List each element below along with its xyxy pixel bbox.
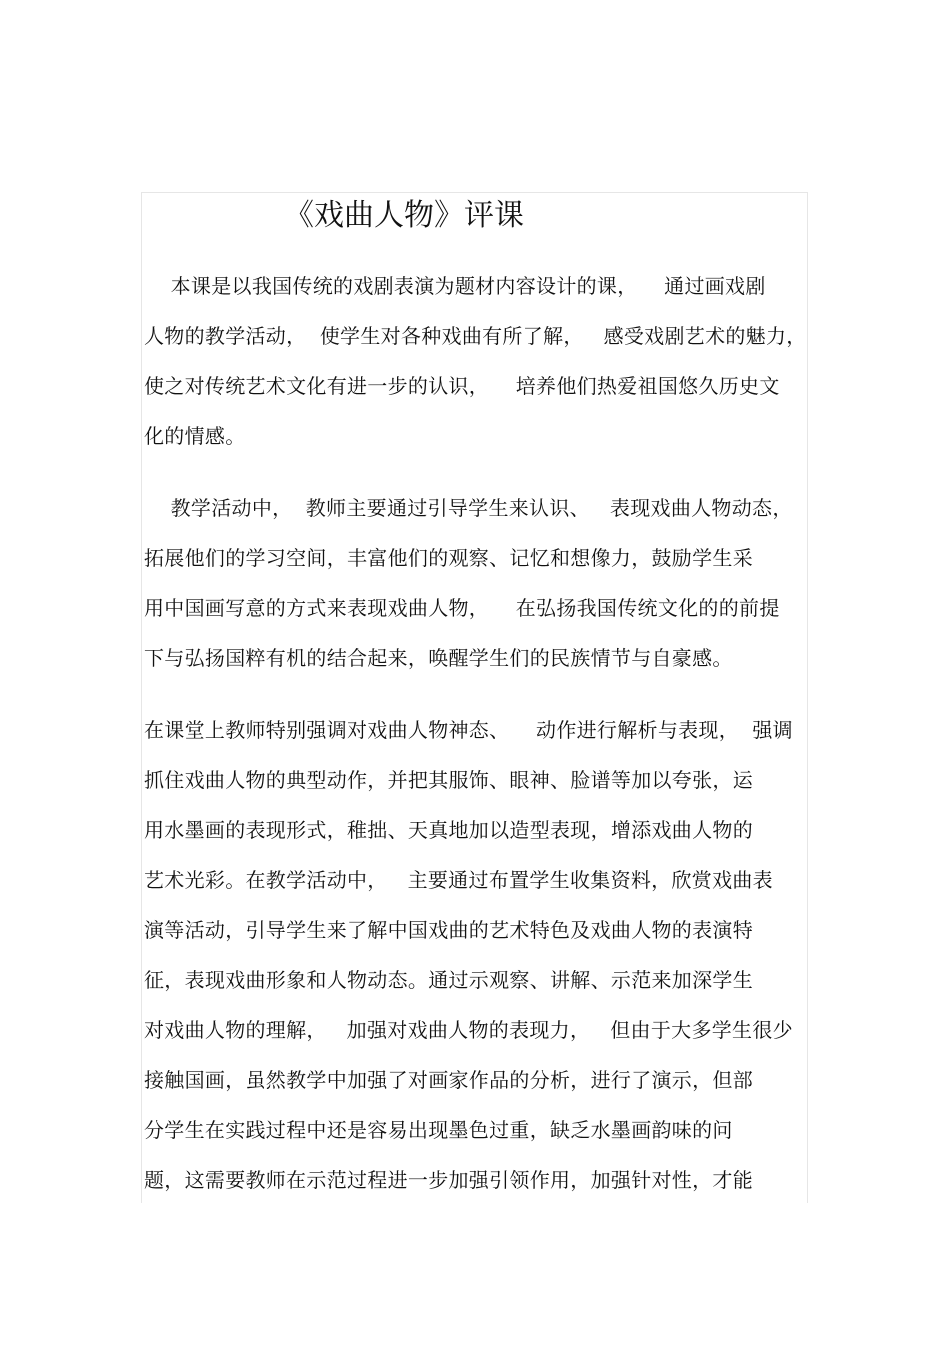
paragraph-2-line-1: 教学活动中， 教师主要通过引导学生来认识、 表现戏曲人物动态， bbox=[144, 496, 793, 520]
paragraph-2-line-3: 用中国画写意的方式来表现戏曲人物， 在弘扬我国传统文化的的前提 bbox=[144, 596, 780, 620]
paragraph-1-line-2: 人物的教学活动， 使学生对各种戏曲有所了解， 感受戏剧艺术的魅力， bbox=[144, 324, 807, 348]
paragraph-2-line-2: 拓展他们的学习空间，丰富他们的观察、记忆和想像力，鼓励学生采 bbox=[144, 546, 753, 570]
paragraph-3-line-6: 征，表现戏曲形象和人物动态。通过示观察、讲解、示范来加深学生 bbox=[144, 968, 753, 992]
paragraph-1-line-1: 本课是以我国传统的戏剧表演为题材内容设计的课， 通过画戏剧 bbox=[144, 274, 766, 298]
paragraph-1-line-3: 使之对传统艺术文化有进一步的认识， 培养他们热爱祖国悠久历史文 bbox=[144, 374, 780, 398]
paragraph-3-line-5: 演等活动，引导学生来了解中国戏曲的艺术特色及戏曲人物的表演特 bbox=[144, 918, 753, 942]
paragraph-1-line-4: 化的情感。 bbox=[144, 424, 246, 448]
paragraph-3-line-9: 分学生在实践过程中还是容易出现墨色过重，缺乏水墨画韵味的问 bbox=[144, 1118, 733, 1142]
paragraph-3-line-8: 接触国画，虽然教学中加强了对画家作品的分析，进行了演示，但部 bbox=[144, 1068, 753, 1092]
paragraph-3-line-4: 艺术光彩。在教学活动中， 主要通过布置学生收集资料，欣赏戏曲表 bbox=[144, 868, 773, 892]
paragraph-3-line-2: 抓住戏曲人物的典型动作，并把其服饰、眼神、脸谱等加以夸张，运 bbox=[144, 768, 753, 792]
paragraph-2-line-4: 下与弘扬国粹有机的结合起来，唤醒学生们的民族情节与自豪感。 bbox=[144, 646, 733, 670]
paragraph-3-line-10: 题，这需要教师在示范过程进一步加强引领作用，加强针对性，才能 bbox=[144, 1168, 753, 1192]
paragraph-3-line-3: 用水墨画的表现形式，稚拙、天真地加以造型表现，增添戏曲人物的 bbox=[144, 818, 753, 842]
paragraph-3-line-1: 在课堂上教师特别强调对戏曲人物神态、 动作进行解析与表现， 强调 bbox=[144, 718, 793, 742]
paragraph-3-line-7: 对戏曲人物的理解， 加强对戏曲人物的表现力， 但由于大多学生很少 bbox=[144, 1018, 793, 1042]
document-title: 《戏曲人物》评课 bbox=[284, 198, 524, 233]
